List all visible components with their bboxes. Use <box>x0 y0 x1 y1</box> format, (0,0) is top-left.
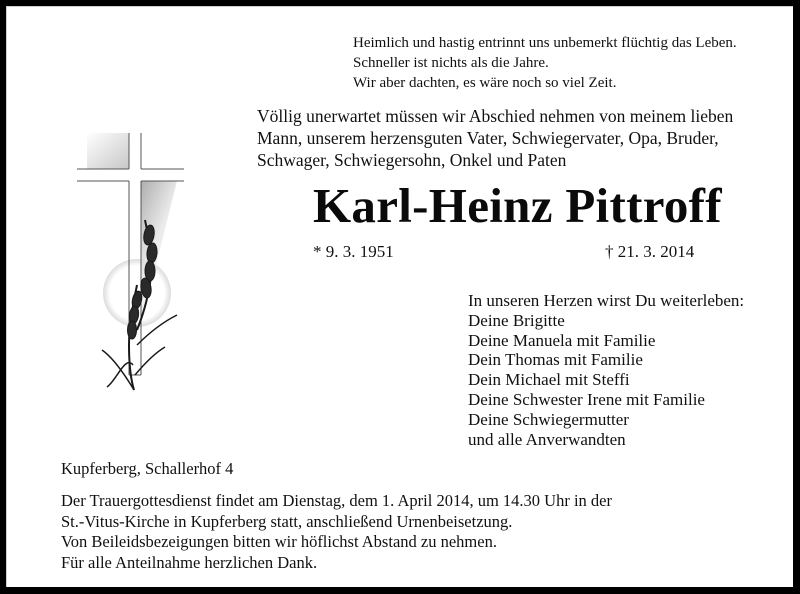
survivor-item: Deine Schwester Irene mit Familie <box>468 389 705 409</box>
notice-line: Für alle Anteilnahme herzlichen Dank. <box>61 552 318 572</box>
address: Kupferberg, Schallerhof 4 <box>61 459 234 478</box>
funeral-notice <box>61 491 612 573</box>
cross-with-wheat-and-sun-icon <box>77 125 207 455</box>
motto-line: Wir aber dachten, es wäre noch so viel Zeit. <box>353 75 617 91</box>
notice-line: Der Trauergottesdienst findet am Dienstag, dem 1. April 2014, um 14.30 Uhr in der <box>61 491 612 510</box>
survivor-item: Deine Manuela mit Familie <box>468 330 656 350</box>
deceased-name: Karl-Heinz Pittroff <box>313 178 722 233</box>
notice-line: Von Beileidsbezeigungen bitten wir höflichst Abstand zu nehmen. <box>61 532 497 551</box>
obituary-card <box>6 6 793 587</box>
survivor-item: und alle Anverwandten <box>468 429 626 449</box>
survivor-item: Dein Michael mit Steffi <box>468 370 630 390</box>
intro-line: Völlig unerwartet müssen wir Abschied nehmen von meinem lieben <box>257 106 734 126</box>
survivors-heading: In unseren Herzen wirst Du weiterleben: <box>468 291 745 310</box>
birth-date: * 9. 3. 1951 <box>313 242 394 261</box>
intro-text <box>257 105 733 171</box>
motto-verse <box>353 33 737 93</box>
motto-line: Heimlich und hastig entrinnt uns unbemerkt flüchtig das Leben. <box>353 35 737 51</box>
survivor-item: Deine Brigitte <box>468 310 565 330</box>
motto-line: Schneller ist nichts als die Jahre. <box>353 55 549 71</box>
survivor-item: Deine Schwiegermutter <box>468 409 629 429</box>
intro-line: Schwager, Schwiegersohn, Onkel und Paten <box>257 150 567 170</box>
survivor-item: Dein Thomas mit Familie <box>468 350 643 370</box>
death-date: † 21. 3. 2014 <box>605 242 695 261</box>
notice-line: St.-Vitus-Kirche in Kupferberg statt, anschließend Urnenbeisetzung. <box>61 511 513 531</box>
survivors-list <box>468 291 744 449</box>
intro-line: Mann, unserem herzensguten Vater, Schwiegervater, Opa, Bruder, <box>257 128 719 148</box>
